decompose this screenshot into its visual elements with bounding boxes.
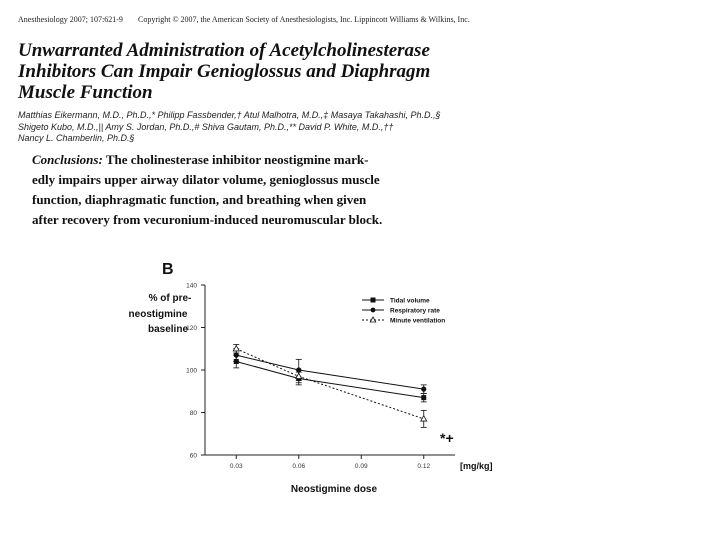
legend-entry-tidal-volume: Tidal volume bbox=[390, 297, 430, 305]
y-tick-label: 120 bbox=[186, 325, 197, 332]
significance-annotation: *+ bbox=[440, 430, 454, 446]
respiratory-rate-line bbox=[236, 355, 424, 389]
x-tick-label: 0.12 bbox=[417, 463, 431, 470]
x-tick-label: 0.03 bbox=[229, 463, 243, 470]
conclusions-line: after recovery from vecuronium-induced neuromuscular block. bbox=[32, 212, 383, 227]
panel-label: B bbox=[162, 261, 174, 278]
minute-ventilation-line bbox=[236, 349, 424, 419]
y-axis-label-line: neostigmine bbox=[128, 309, 188, 320]
legend-entry-minute-ventilation: Minute ventilation bbox=[390, 317, 446, 325]
title-line: Muscle Function bbox=[18, 82, 153, 103]
copyright-notice: Copyright © 2007, the American Society of Anesthesiologists, Inc. Lippincott Williams & Wilkins, Inc. bbox=[138, 15, 470, 24]
respiratory-rate-point bbox=[421, 387, 426, 392]
conclusions-line: edly impairs upper airway dilator volume, genioglossus muscle bbox=[32, 172, 380, 187]
minute-ventilation-point bbox=[233, 346, 239, 351]
minute-ventilation-point bbox=[421, 416, 427, 421]
title-line: Inhibitors Can Impair Genioglossus and Diaphragm bbox=[18, 61, 431, 82]
conclusions-label: Conclusions: bbox=[32, 152, 103, 167]
author-line: Matthias Eikermann, M.D., Ph.D.,* Philipp Fassbender,† Atul Malhotra, M.D.,‡ Masaya Takahashi, Ph.D.,§ bbox=[18, 110, 441, 120]
tidal-volume-point bbox=[421, 395, 426, 400]
minute-ventilation-point bbox=[296, 373, 302, 378]
x-axis-label: Neostigmine dose bbox=[290, 484, 378, 495]
y-tick-label: 60 bbox=[189, 452, 197, 460]
author-line: Shigeto Kubo, M.D.,|| Amy S. Jordan, Ph.D.,# Shiva Gautam, Ph.D.,** David P. White, M.D.,†† bbox=[18, 121, 394, 132]
x-tick-label: 0.09 bbox=[354, 463, 368, 470]
y-axis-label-line: % of pre- bbox=[148, 293, 192, 304]
y-tick-label: 140 bbox=[186, 282, 197, 290]
legend-entry-respiratory-rate: Respiratory rate bbox=[390, 307, 440, 315]
journal-citation: Anesthesiology 2007; 107:621-9 bbox=[18, 15, 123, 24]
author-line: Nancy L. Chamberlin, Ph.D.§ bbox=[18, 133, 135, 143]
y-axis-label-line: baseline bbox=[147, 324, 189, 335]
y-tick-label: 80 bbox=[189, 410, 197, 417]
x-axis-unit: [mg/kg] bbox=[460, 461, 493, 471]
legend-marker bbox=[371, 308, 376, 313]
tidal-volume-line bbox=[236, 362, 424, 398]
title-line: Unwarranted Administration of Acetylcholinesterase bbox=[18, 40, 430, 61]
conclusions-line: function, diaphragmatic function, and breathing when given bbox=[32, 192, 367, 207]
x-tick-label: 0.06 bbox=[292, 463, 306, 470]
y-tick-label: 100 bbox=[186, 367, 197, 375]
conclusions-text: The cholinesterase inhibitor neostigmine mark- bbox=[105, 152, 369, 167]
legend-marker bbox=[371, 298, 376, 303]
